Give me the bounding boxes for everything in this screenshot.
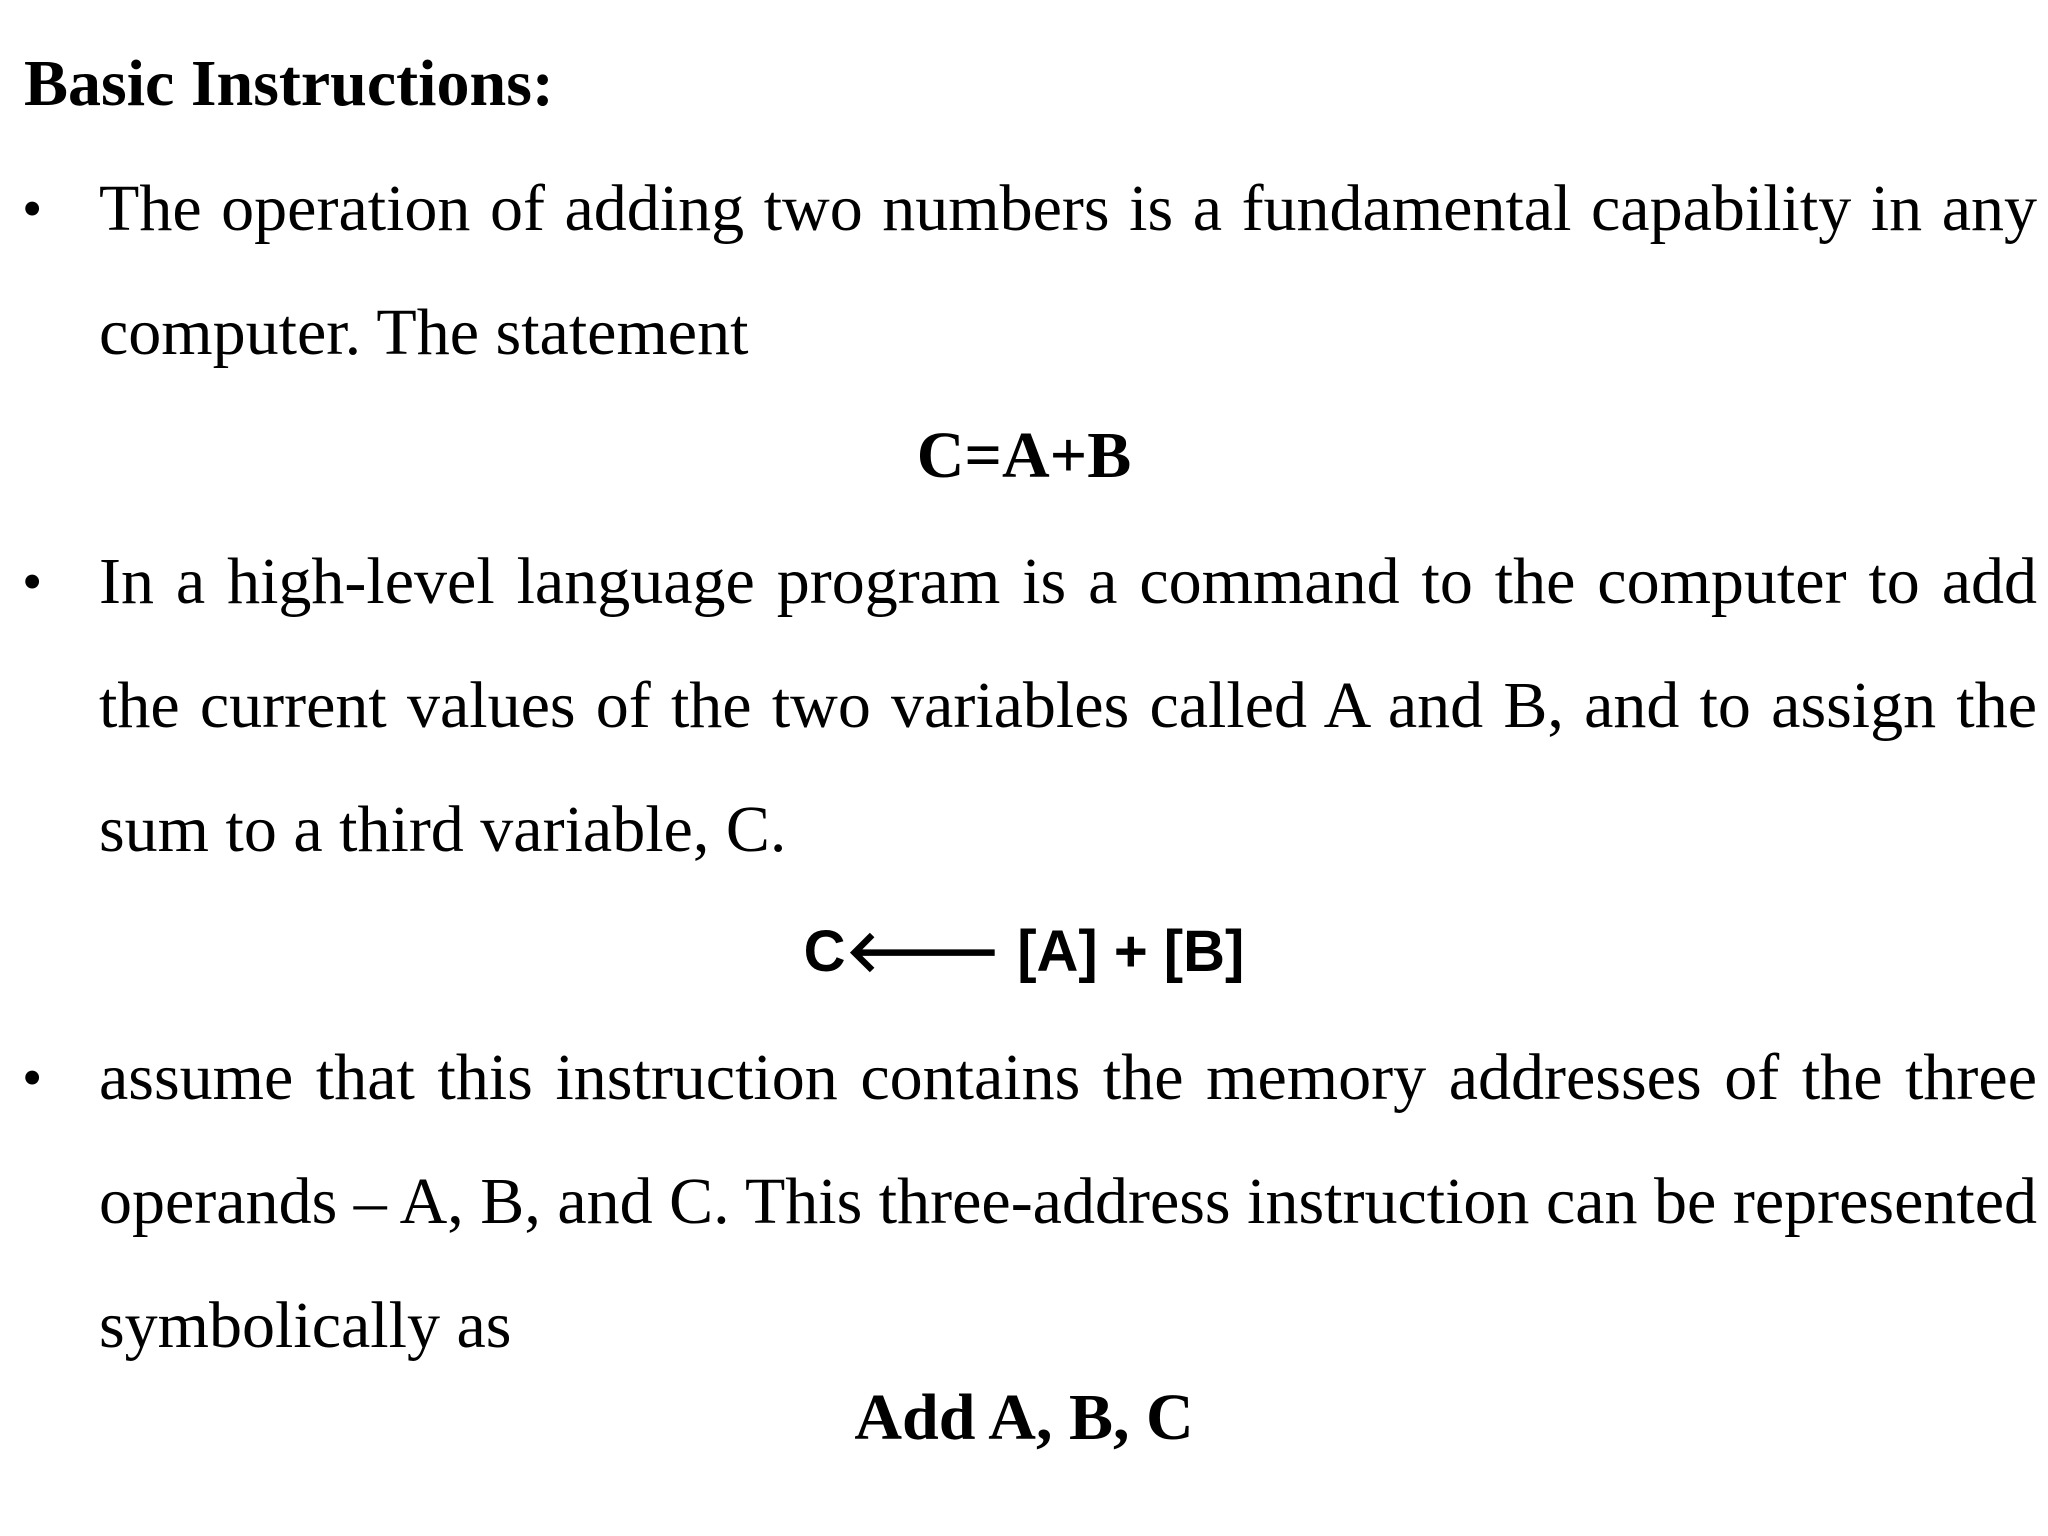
- bullet-icon: •: [22, 176, 43, 241]
- formula-statement: C=A+B: [916, 419, 1132, 492]
- bullet-text: The operation of adding two numbers is a fundamental capability in any computer. The statement: [99, 172, 2037, 369]
- bullet-text: In a high-level language program is a command to the computer to add the current values of the two variables called A and B, and to assign the sum to a third variable, C.: [99, 545, 2037, 866]
- bullet-icon: •: [22, 1045, 43, 1110]
- bullet-text: assume that this instruction contains the memory addresses of the three operands – A, B, and C. This three-address instruction can be represented symbolically as: [99, 1041, 2037, 1362]
- slide-heading: Basic Instructions:: [24, 47, 554, 120]
- bullet-icon: •: [22, 549, 43, 614]
- formula-instruction: Add A, B, C: [854, 1381, 1194, 1454]
- formula-register-transfer: C🡐 [A] + [B]: [803, 919, 1245, 984]
